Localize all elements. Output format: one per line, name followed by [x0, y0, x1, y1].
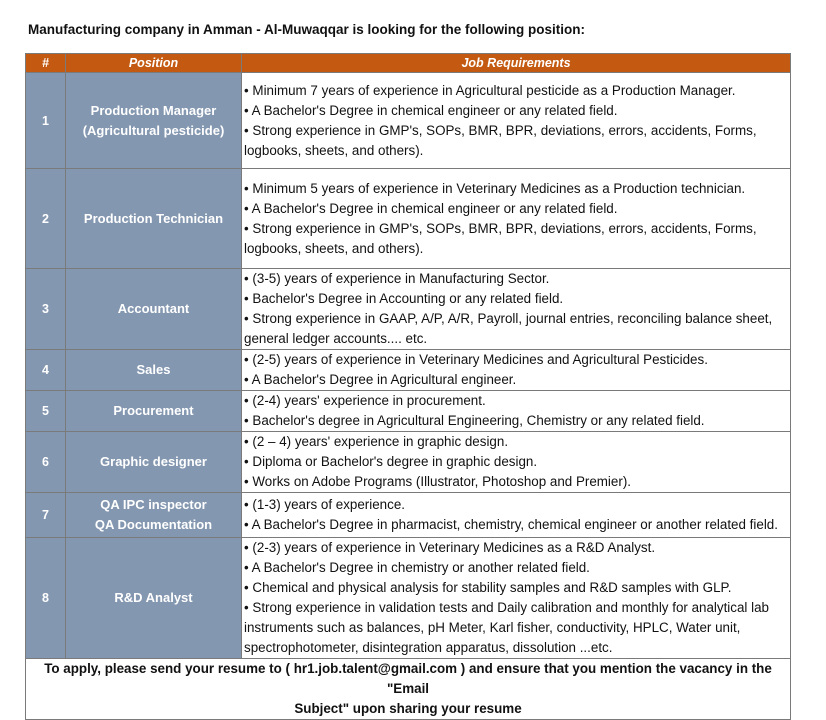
position-title-line: Procurement	[113, 403, 194, 418]
position-title-line: QA Documentation	[94, 517, 213, 532]
requirement-line: • Bachelor's degree in Agricultural Engineering, Chemistry or any related field.	[244, 413, 705, 428]
requirement-line: • A Bachelor's Degree in Agricultural engineer.	[244, 372, 517, 387]
job-requirements	[242, 269, 791, 350]
row-number: 6	[26, 432, 66, 493]
position-title	[66, 73, 242, 169]
footer-row	[26, 659, 791, 720]
requirement-line: • A Bachelor's Degree in chemical engineer or any related field.	[244, 200, 618, 216]
row-number: 1	[26, 73, 66, 169]
apply-instructions	[26, 659, 791, 720]
position-title-line: Sales	[136, 362, 171, 377]
position-title	[66, 350, 242, 391]
position-title-line: QA IPC inspector	[100, 497, 207, 512]
job-requirements	[242, 73, 791, 169]
requirement-line: • (2-4) years' experience in procurement.	[244, 393, 486, 408]
positions-table	[25, 53, 791, 720]
requirement-line: • A Bachelor's Degree in pharmacist, chemistry, chemical engineer or another related field.	[244, 517, 778, 532]
table-row	[26, 493, 791, 538]
position-title	[66, 493, 242, 538]
table-row	[26, 169, 791, 269]
job-requirements	[242, 169, 791, 269]
table-body	[26, 73, 791, 659]
row-number: 7	[26, 493, 66, 538]
position-title	[66, 269, 242, 350]
table-row	[26, 350, 791, 391]
requirement-line: • Diploma or Bachelor's degree in graphic design.	[244, 454, 538, 469]
position-title-line: Graphic designer	[100, 454, 207, 469]
table-row	[26, 432, 791, 493]
position-title	[66, 538, 242, 659]
apply-line-1: To apply, please send your resume to ( hr1.job.talent@gmail.com ) and ensure that you mention the vacancy in the "Email	[44, 661, 772, 696]
position-title	[66, 169, 242, 269]
job-requirements	[242, 538, 791, 659]
row-number: 5	[26, 391, 66, 432]
requirement-line: instruments such as balances, pH Meter, Karl fisher, conductivity, HPLC, Water unit,	[244, 620, 741, 635]
position-title	[66, 432, 242, 493]
requirement-line: • (2-5) years of experience in Veterinary Medicines and Agricultural Pesticides.	[244, 352, 708, 367]
requirement-line: • (1-3) years of experience.	[244, 497, 405, 512]
table-row	[26, 73, 791, 169]
position-title	[66, 391, 242, 432]
table-row	[26, 538, 791, 659]
column-header-number: #	[26, 54, 66, 73]
requirement-line: • Strong experience in validation tests and Daily calibration and monthly for analytical lab	[244, 600, 769, 615]
table-row	[26, 269, 791, 350]
requirement-line: • A Bachelor's Degree in chemistry or another related field.	[244, 560, 590, 575]
requirement-line: • Strong experience in GAAP, A/P, A/R, Payroll, journal entries, reconciling balance sheet,	[244, 311, 773, 326]
column-header-requirements: Job Requirements	[242, 54, 791, 73]
requirement-line: • (2 – 4) years' experience in graphic design.	[244, 434, 509, 449]
requirement-line: logbooks, sheets, and others).	[244, 142, 424, 158]
job-requirements	[242, 432, 791, 493]
row-number: 3	[26, 269, 66, 350]
table-header-row	[26, 54, 791, 73]
requirement-line: • Strong experience in GMP's, SOPs, BMR, BPR, deviations, errors, accidents, Forms,	[244, 220, 757, 236]
job-requirements	[242, 493, 791, 538]
requirement-line: • Minimum 5 years of experience in Veterinary Medicines as a Production technician.	[244, 180, 746, 196]
position-title-line: (Agricultural pesticide)	[82, 122, 225, 138]
requirement-line: • Chemical and physical analysis for stability samples and R&D samples with GLP.	[244, 580, 732, 595]
requirement-line: • (2-3) years of experience in Veterinary Medicines as a R&D Analyst.	[244, 540, 656, 555]
row-number: 4	[26, 350, 66, 391]
position-title-line: R&D Analyst	[114, 590, 193, 605]
requirement-line: • Strong experience in GMP's, SOPs, BMR, BPR, deviations, errors, accidents, Forms,	[244, 122, 757, 138]
job-requirements	[242, 350, 791, 391]
requirement-line: • Works on Adobe Programs (Illustrator, Photoshop and Premier).	[244, 474, 631, 489]
position-title-line: Production Manager	[90, 102, 217, 118]
requirement-line: • Bachelor's Degree in Accounting or any related field.	[244, 291, 564, 306]
requirement-line: • A Bachelor's Degree in chemical engineer or any related field.	[244, 102, 618, 118]
table-row	[26, 391, 791, 432]
row-number: 8	[26, 538, 66, 659]
position-title-line: Production Technician	[83, 210, 224, 226]
position-title-line: Accountant	[117, 301, 190, 316]
requirement-line: logbooks, sheets, and others).	[244, 240, 424, 256]
requirement-line: • Minimum 7 years of experience in Agricultural pesticide as a Production Manager.	[244, 82, 736, 98]
column-header-position: Position	[66, 54, 242, 73]
apply-line-2: Subject" upon sharing your resume	[294, 701, 522, 716]
requirement-line: • (3-5) years of experience in Manufacturing Sector.	[244, 271, 550, 286]
requirement-line: general ledger accounts.... etc.	[244, 331, 428, 346]
job-requirements	[242, 391, 791, 432]
row-number: 2	[26, 169, 66, 269]
page-heading: Manufacturing company in Amman - Al-Muwaqqar is looking for the following position:	[28, 22, 585, 37]
requirement-line: spectrophotometer, disintegration apparatus, dissolution ...etc.	[244, 640, 613, 655]
